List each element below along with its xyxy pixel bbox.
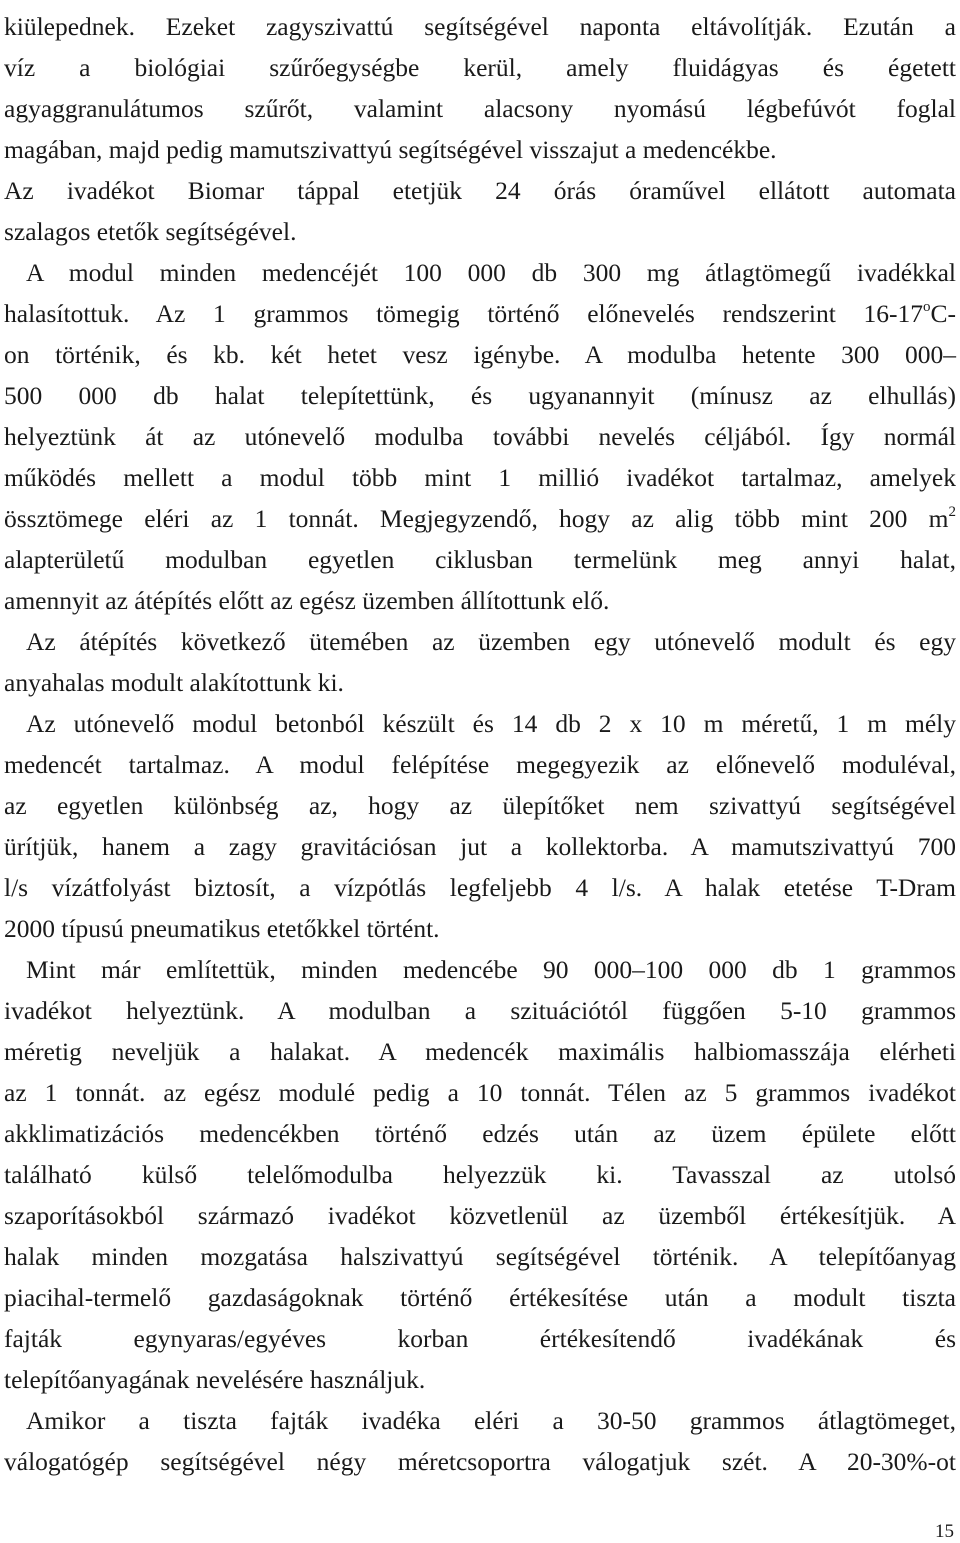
line-text: méretig neveljük a halakat. A medencék maximális halbiomasszája elérheti — [4, 1037, 956, 1066]
line-text: víz a biológiai szűrőegységbe kerül, amely fluidágyas és égetett — [4, 53, 956, 82]
text-line — [4, 10, 956, 44]
text-line — [4, 420, 956, 454]
text-line — [26, 953, 956, 987]
text-line — [4, 543, 956, 577]
line-text: Mint már említettük, minden medencébe 90 000–100 000 db 1 grammos — [26, 955, 956, 984]
line-text: az 1 tonnát. az egész modulé pedig a 10 tonnát. Télen az 5 grammos ivadékot — [4, 1078, 956, 1107]
text-line — [26, 256, 956, 290]
line-text: telepítőanyagának nevelésére használjuk. — [4, 1365, 426, 1394]
text-line — [4, 1363, 956, 1397]
text-line — [4, 92, 956, 126]
line-text: működés mellett a modul több mint 1 millió ivadékot tartalmaz, amelyek — [4, 463, 956, 492]
text-line — [4, 748, 956, 782]
text-line — [26, 1404, 956, 1438]
text-line — [4, 1035, 956, 1069]
line-text: fajták egynyaras/egyéves korban értékesítendő ivadékának és — [4, 1324, 956, 1353]
line-text: 500 000 db halat telepítettünk, és ugyanannyit (mínusz az elhullás) — [4, 381, 956, 410]
text-line — [4, 51, 956, 85]
line-text: 2000 típusú pneumatikus etetőkkel történt. — [4, 914, 440, 943]
text-line — [4, 789, 956, 823]
text-line — [4, 994, 956, 1028]
text-line — [4, 1240, 956, 1274]
line-text: szalagos etetők segítségével. — [4, 217, 297, 246]
text-line — [4, 1445, 956, 1479]
line-text: akklimatizációs medencékben történő edzés után az üzem épülete előtt — [4, 1119, 956, 1148]
text-line — [4, 666, 956, 700]
text-line — [4, 871, 956, 905]
text-line — [4, 461, 956, 495]
line-text: össztömege eléri az 1 tonnát. Megjegyzendő, hogy az alig több mint 200 m — [4, 504, 949, 533]
line-text: magában, majd pedig mamutszivattyú segítségével visszajut a medencékbe. — [4, 135, 777, 164]
line-text: Az átépítés következő ütemében az üzemben egy utónevelő modult és egy — [26, 627, 956, 656]
line-text: Az utónevelő modul betonból készült és 14 db 2 x 10 m méretű, 1 m mély — [26, 709, 956, 738]
line-text: medencét tartalmaz. A modul felépítése megegyezik az előnevelő moduléval, — [4, 750, 956, 779]
page-number: 15 — [935, 1521, 954, 1542]
text-line — [4, 502, 956, 536]
line-text: található külső telelőmodulba helyezzük ki. Tavasszal az utolsó — [4, 1160, 956, 1189]
line-text: l/s vízátfolyást biztosít, a vízpótlás legfeljebb 4 l/s. A halak etetése T-Dram — [4, 873, 956, 902]
superscript: o — [923, 298, 931, 315]
line-text: válogatógép segítségével négy méretcsoportra válogatjuk szét. A 20-30%-ot — [4, 1447, 956, 1476]
text-line — [4, 830, 956, 864]
line-text: ürítjük, hanem a zagy gravitációsan jut a kollektorba. A mamutszivattyú 700 — [4, 832, 956, 861]
line-text: az egyetlen különbség az, hogy az ülepítőket nem szivattyú segítségével — [4, 791, 956, 820]
line-text: anyahalas modult alakítottunk ki. — [4, 668, 344, 697]
text-line — [4, 297, 956, 331]
line-text: agyaggranulátumos szűrőt, valamint alacsony nyomású légbefúvót foglal — [4, 94, 956, 123]
text-line — [4, 1281, 956, 1315]
text-line — [4, 1322, 956, 1356]
text-line — [4, 215, 956, 249]
line-text: halasítottuk. Az 1 grammos tömegig történő előnevelés rendszerint 16-17 — [4, 299, 923, 328]
superscript: 2 — [948, 503, 956, 520]
line-text: on történik, és kb. két hetet vesz igénybe. A modulba hetente 300 000– — [4, 340, 956, 369]
text-line — [4, 174, 956, 208]
text-line — [4, 379, 956, 413]
line-text: Amikor a tiszta fajták ivadéka eléri a 30-50 grammos átlagtömeget, — [26, 1406, 956, 1435]
text-line — [26, 707, 956, 741]
line-text: piacihal-termelő gazdaságoknak történő értékesítése után a modult tiszta — [4, 1283, 956, 1312]
line-text: Az ivadékot Biomar táppal etetjük 24 órás óraművel ellátott automata — [4, 176, 956, 205]
line-text: kiülepednek. Ezeket zagyszivattú segítségével naponta eltávolítják. Ezután a — [4, 12, 956, 41]
text-line — [4, 338, 956, 372]
line-text-tail: C- — [930, 299, 956, 328]
line-text: ivadékot helyeztünk. A modulban a szituációtól függően 5-10 grammos — [4, 996, 956, 1025]
line-text: halak minden mozgatása halszivattyú segítségével történik. A telepítőanyag — [4, 1242, 956, 1271]
text-line — [4, 584, 956, 618]
text-line — [4, 912, 956, 946]
line-text: alapterületű modulban egyetlen ciklusban termelünk meg annyi halat, — [4, 545, 956, 574]
text-line — [4, 1076, 956, 1110]
text-line — [4, 133, 956, 167]
text-line — [4, 1158, 956, 1192]
line-text: helyeztünk át az utónevelő modulba további nevelés céljából. Így normál — [4, 422, 956, 451]
line-text: amennyit az átépítés előtt az egész üzemben állítottunk elő. — [4, 586, 610, 615]
text-line — [4, 1117, 956, 1151]
line-text: A modul minden medencéjét 100 000 db 300 mg átlagtömegű ivadékkal — [26, 258, 956, 287]
text-line — [4, 1199, 956, 1233]
text-line — [26, 625, 956, 659]
line-text: szaporításokból származó ivadékot közvetlenül az üzemből értékesítjük. A — [4, 1201, 956, 1230]
